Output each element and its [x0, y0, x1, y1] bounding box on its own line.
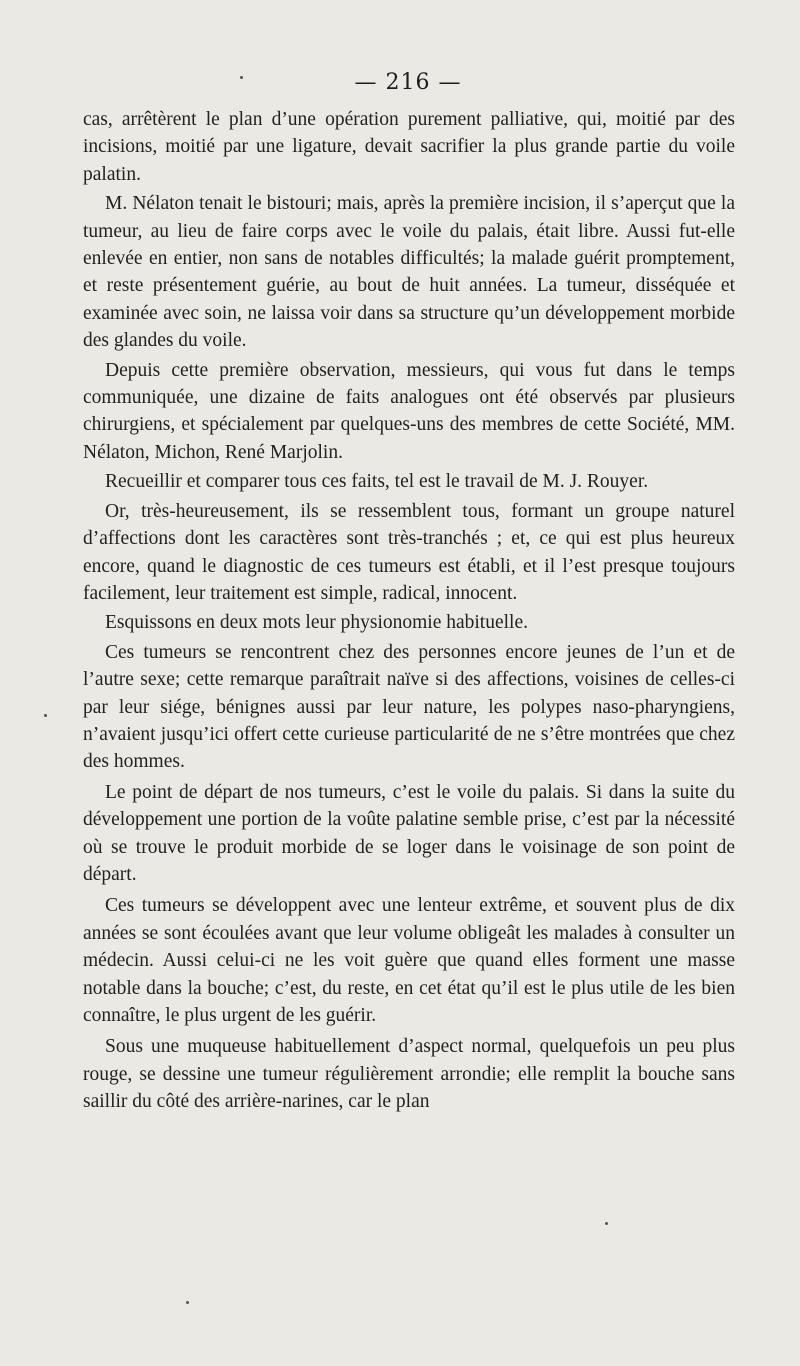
paragraph: Ces tumeurs se rencontrent chez des personnes encore jeunes de l’un et de l’autre sexe; cette remarque paraîtrait naïve si des affections, voisines de celles-ci par leur siége, bénignes aussi par leur nature, les polypes naso-pharyngiens, n’avaient jusqu’ici offert cette curieuse particularité de ne s’être montrées que chez des hommes.	[83, 641, 735, 773]
ink-speck	[605, 1222, 608, 1225]
page-number: — 216 —	[354, 70, 462, 95]
paragraph: Esquissons en deux mots leur physionomie habituelle.	[105, 612, 528, 634]
paragraph: Or, très-heureusement, ils se ressemblent tous, formant un groupe naturel d’affections dont les caractères sont très-tranchés ; et, ce qui est plus heureux encore, quand le diagnostic de ces tumeurs est établi, et il l’est presque toujours facilement, leur traitement est simple, radical, innocent.	[83, 500, 735, 604]
paragraph: Depuis cette première observation, messieurs, qui vous fut dans le temps communiquée, une dizaine de faits analogues ont été observés par plusieurs chirurgiens, et spécialement par quelques-uns des membres de cette Société, MM. Nélaton, Michon, René Marjolin.	[83, 359, 735, 463]
paragraph: cas, arrêtèrent le plan d’une opération purement palliative, qui, moitié par des incisions, moitié par une ligature, devait sacrifier la plus grande partie du voile palatin.	[83, 109, 735, 185]
ink-speck	[186, 1301, 189, 1304]
paragraph: M. Nélaton tenait le bistouri; mais, après la première incision, il s’aperçut que la tumeur, au lieu de faire corps avec le voile du palais, était libre. Aussi fut-elle enlevée en entier, non sans de notables difficultés; la malade guérit promptement, et reste présentement guérie, au bout de huit années. La tumeur, disséquée et examinée avec soin, ne laissa voir dans sa structure qu’un développement morbide des glandes du voile.	[83, 193, 735, 352]
ink-speck	[44, 714, 47, 717]
paragraph: Sous une muqueuse habituellement d’aspect normal, quelquefois un peu plus rouge, se dessine une tumeur régulièrement arrondie; elle remplit la bouche sans saillir du côté des arrière-narines, car le plan	[83, 1036, 735, 1113]
paragraph: Recueillir et comparer tous ces faits, tel est le travail de M. J. Rouyer.	[105, 471, 649, 493]
ink-speck	[240, 76, 243, 79]
body-text	[83, 106, 735, 1116]
paragraph: Le point de départ de nos tumeurs, c’est le voile du palais. Si dans la suite du développement une portion de la voûte palatine semble prise, c’est par la nécessité où se trouve le produit morbide de se loger dans le voisinage de son point de départ.	[83, 781, 735, 885]
paragraph: Ces tumeurs se développent avec une lenteur extrême, et souvent plus de dix années se sont écoulées avant que leur volume obligeât les malades à consulter un médecin. Aussi celui-ci ne les voit guère que quand elles forment une masse notable dans la bouche; c’est, du reste, en cet état qu’il est le plus utile de les bien connaître, le plus urgent de les guérir.	[83, 895, 735, 1026]
